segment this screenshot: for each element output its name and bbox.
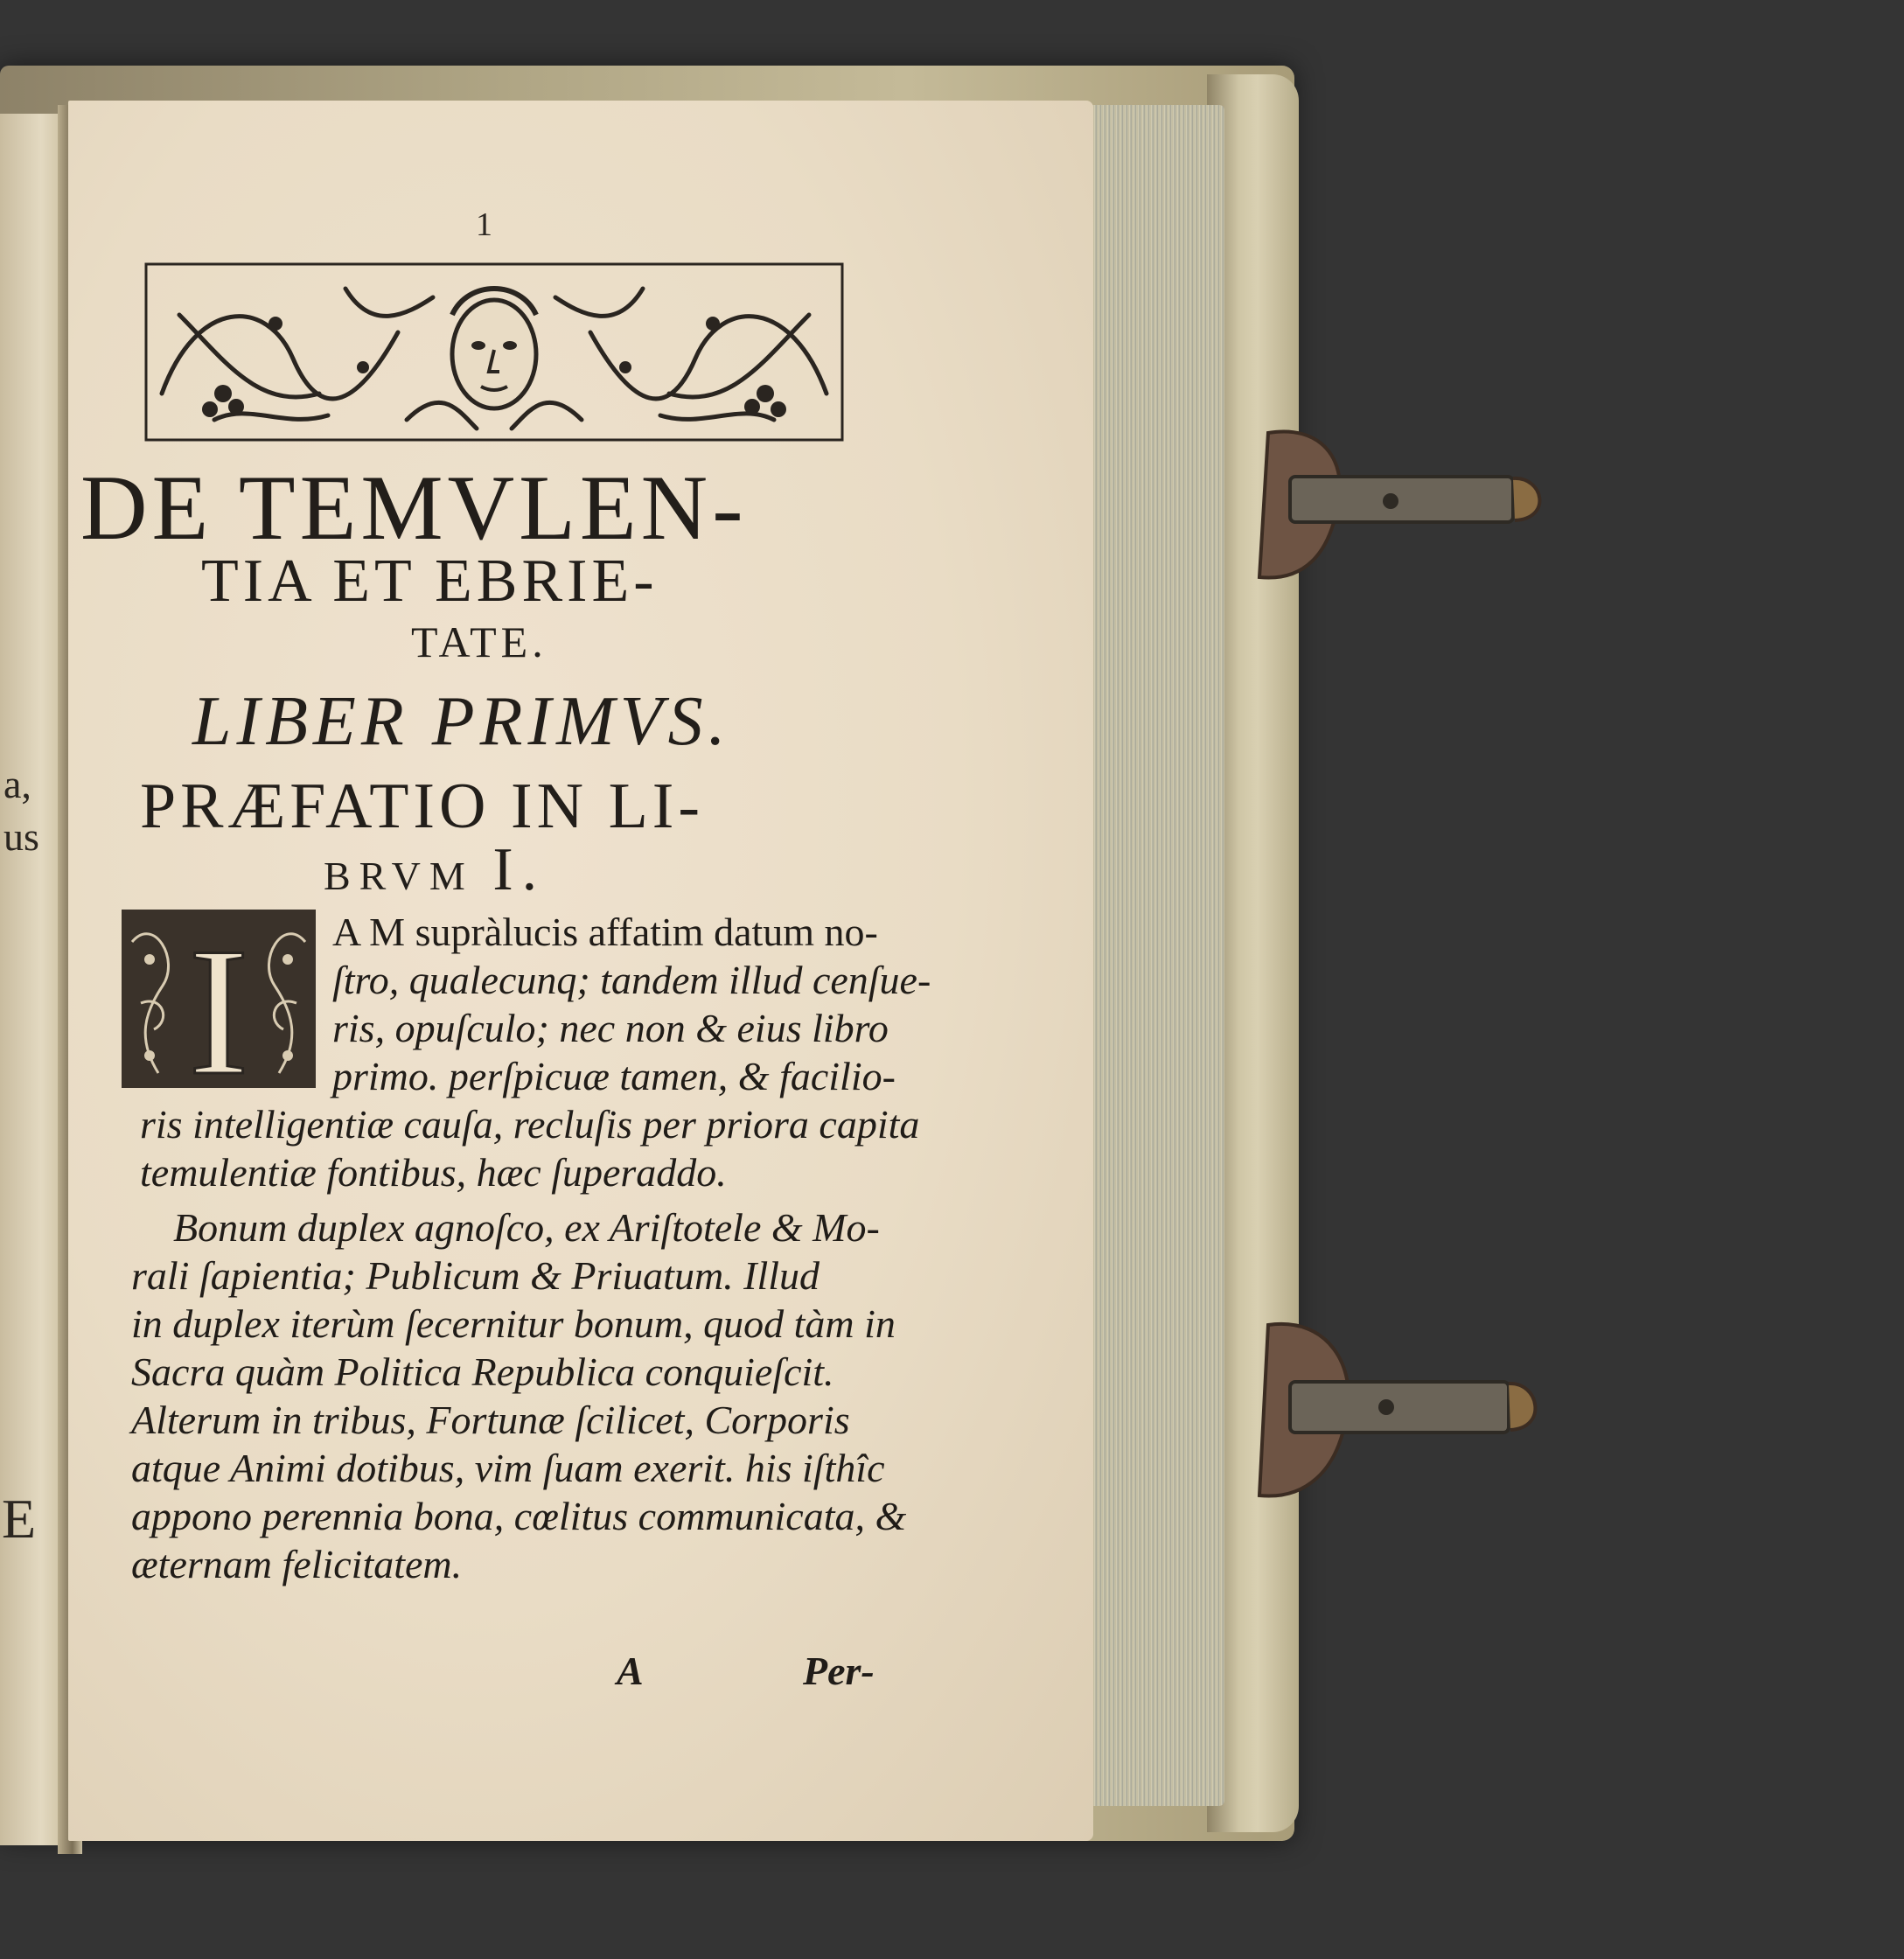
body-line: Sacra quàm Politica Republica conquieſcit.	[131, 1349, 834, 1394]
upper-clasp-icon	[1242, 424, 1574, 590]
page-number: 1	[476, 206, 492, 243]
left-page-fragment: a,	[3, 762, 31, 806]
body-line: æternam felicitatem.	[131, 1542, 463, 1586]
book-heading: LIBER PRIMVS.	[192, 683, 731, 760]
preface-heading-line-1: PRÆFATIO IN LI-	[140, 770, 705, 842]
left-page-fragment: E	[2, 1488, 37, 1550]
ornamental-headpiece-icon	[144, 262, 844, 442]
decorated-initial-icon	[119, 907, 318, 1091]
body-line: atque Animi dotibus, vim ſuam exerit. his iſthîc	[131, 1446, 885, 1490]
signature-mark: A	[617, 1649, 644, 1693]
body-line: primo. perſpicuæ tamen, & facilio-	[332, 1054, 896, 1098]
page-edges	[1085, 105, 1224, 1806]
body-line: rali ſapientia; Publicum & Priuatum. Illud	[131, 1253, 820, 1298]
body-line: Bonum duplex agnoſco, ex Ariſtotele & Mo-	[173, 1205, 880, 1250]
body-line: temulentiæ fontibus, hæc ſuperaddo.	[140, 1150, 727, 1195]
left-page-fragment: us	[3, 814, 39, 859]
lower-clasp-icon	[1242, 1316, 1574, 1509]
initial-letter: I	[188, 910, 249, 1091]
body-line: appono perennia bona, cœlitus communicata, &	[131, 1494, 907, 1538]
body-line: in duplex iterùm ſecernitur bonum, quod tàm in	[131, 1301, 896, 1346]
preface-heading-numeral: I.	[492, 836, 547, 903]
title-line-3: TATE.	[411, 617, 547, 666]
title-line-2: TIA ET EBRIE-	[201, 547, 659, 615]
body-line: Alterum in tribus, Fortunæ ſcilicet, Corporis	[131, 1398, 850, 1442]
body-line: ſtro, qualecunq; tandem illud cenſue-	[332, 958, 931, 1002]
title-line-1: DE TEMVLEN-	[80, 457, 748, 559]
body-line: ris intelligentiæ cauſa, recluſis per priora capita	[140, 1102, 920, 1147]
body-line: ris, opuſculo; nec non & eius libro	[332, 1006, 889, 1050]
preface-heading-line-2	[324, 835, 761, 905]
preface-heading-word: BRVM	[324, 854, 474, 898]
body-line: A M supràlucis affatim datum no-	[332, 910, 878, 954]
catchword: Per-	[803, 1649, 875, 1693]
